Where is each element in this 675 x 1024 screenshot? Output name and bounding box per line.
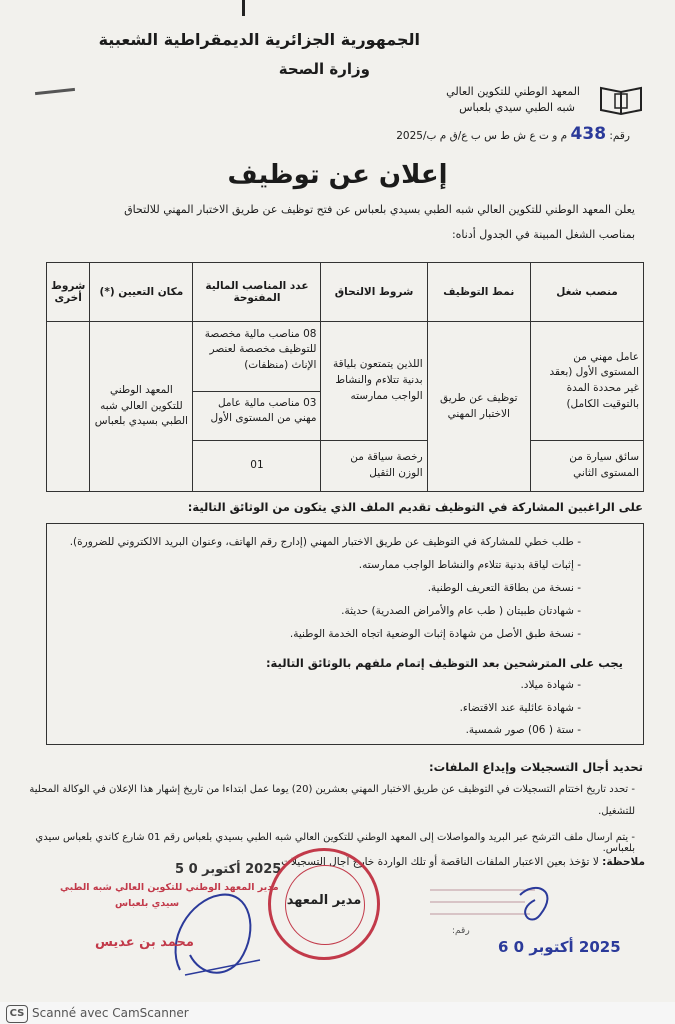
reference-number: 438 bbox=[570, 124, 607, 144]
reference-code: م و ت ع ش ط س ب ع/ق م ب/2025 bbox=[396, 130, 568, 142]
col-header-place: مكان التعيين (*) bbox=[90, 263, 193, 322]
reference-line bbox=[396, 124, 630, 144]
doc-item: - نسخة طبق الأصل من شهادة إثبات الوضعية اتجاه الخدمة الوطنية. bbox=[289, 628, 581, 640]
receipt-label: رقم: bbox=[452, 926, 470, 936]
cell-post-1: عامل مهني من المستوى الأول (بعقد غير محددة المدة بالتوقيت الكامل) bbox=[530, 322, 643, 441]
cell-positions-1 bbox=[193, 322, 321, 441]
col-header-positions: عدد المناصب المالية المفتوحة bbox=[193, 263, 321, 322]
col-header-conditions: شروط الالتحاق bbox=[321, 263, 427, 322]
docs-heading: على الراغبين المشاركة في التوظيف تقديم الملف الذي يتكون من الوثائق التالية: bbox=[187, 500, 643, 514]
ministry-header: وزارة الصحة bbox=[278, 60, 370, 78]
scanner-footer-text: Scanné avec CamScanner bbox=[32, 1006, 189, 1020]
note-text: لا تؤخذ بعين الاعتبار الملفات الناقصة أو تلك الواردة خارج آجال التسجيلات. bbox=[277, 856, 599, 868]
cell-post-2: سائق سيارة من المستوى الثاني bbox=[530, 441, 643, 492]
col-header-mode: نمط التوظيف bbox=[427, 263, 530, 322]
round-official-stamp bbox=[268, 848, 380, 960]
receipt-stamp-icon bbox=[425, 880, 575, 940]
documents-box bbox=[46, 523, 644, 745]
camscanner-logo-icon: CS bbox=[6, 1005, 28, 1023]
doc-item: - شهادة عائلية عند الاقتضاء. bbox=[459, 702, 581, 714]
cell-place: المعهد الوطني للتكوين العالي شبه الطبي بسيدي بلعباس bbox=[90, 322, 193, 492]
col-header-post: منصب شغل bbox=[530, 263, 643, 322]
director-stamp-line1: مدير المعهد الوطني للتكوين العالي شبه الطبي bbox=[60, 882, 279, 893]
pen-dash-mark bbox=[35, 88, 75, 95]
positions-a: 08 مناصب مالية مخصصة للتوظيف مخصصة لعنصر الإناث (منظفات) bbox=[193, 323, 320, 392]
director-circle-label: مدير المعهد bbox=[286, 893, 362, 908]
positions-table bbox=[46, 262, 644, 492]
announcement-title: إعلان عن توظيف bbox=[227, 160, 448, 190]
doc-item: - ستة ( 06) صور شمسية. bbox=[465, 724, 581, 736]
intro-line-2: بمناصب الشغل المبينة في الجدول أدناه: bbox=[451, 228, 635, 241]
top-scan-mark bbox=[242, 0, 245, 16]
doc-item: - إثبات لياقة بدنية تتلاءم والنشاط الواجب ممارسته. bbox=[358, 559, 581, 571]
positions-b: 03 مناصب مالية عامل مهني من المستوى الأول bbox=[210, 396, 317, 425]
deadline-line-2: للتشغيل. bbox=[598, 806, 635, 817]
signature-name: محمد بن عديس bbox=[95, 935, 194, 950]
docs-heading-2: يجب على المترشحين بعد التوظيف إتمام ملفهم بالوثائق التالية: bbox=[265, 656, 623, 670]
doc-item: - نسخة من بطاقة التعريف الوطنية. bbox=[427, 582, 581, 594]
table-row bbox=[47, 322, 644, 441]
reference-prefix: رقم: bbox=[609, 130, 630, 142]
doc-item: - شهادتان طبيتان ( طب عام والأمراض الصدرية) حديثة. bbox=[341, 605, 581, 617]
scanner-footer bbox=[0, 1002, 675, 1024]
col-header-other: شروط أخرى bbox=[47, 263, 90, 322]
doc-item: - طلب خطي للمشاركة في التوظيف عن طريق الاختبار المهني (إدارج رقم الهاتف، وعنوان البريد الالكتروني للضرورة). bbox=[69, 536, 581, 548]
director-stamp-line2: سيدي بلعباس bbox=[115, 898, 180, 909]
institute-name-line1: المعهد الوطني للتكوين العالي bbox=[446, 85, 580, 98]
cell-positions-2: 01 bbox=[193, 441, 321, 492]
book-logo-icon bbox=[597, 82, 645, 116]
deadlines-heading: تحديد أجال التسجيلات وإيداع الملفات: bbox=[429, 760, 643, 774]
doc-item: - شهادة ميلاد. bbox=[520, 679, 581, 691]
cell-mode: توظيف عن طريق الاختبار المهني bbox=[427, 322, 530, 492]
deadline-line-1: - تحدد تاريخ اختتام التسجيلات في التوظيف عن طريق الاختبار المهني بعشرين (20) يوما عمل ابتداءا من تاريخ إشهار هذا الإعلان في الوكالة المحلية bbox=[29, 784, 635, 795]
table-header-row bbox=[47, 263, 644, 322]
receipt-date: 2025 أكتوبر 0 6 bbox=[498, 938, 621, 956]
intro-line-1: يعلن المعهد الوطني للتكوين العالي شبه الطبي بسيدي بلعباس عن فتح توظيف عن طريق الاختبار المهني للالتحاق bbox=[124, 203, 635, 216]
note-label: ملاحظة: bbox=[602, 856, 645, 868]
cell-condition-2: رخصة سياقة من الوزن الثقيل bbox=[321, 441, 427, 492]
deadline-line-3: - يتم ارسال ملف الترشح عبر البريد والمواصلات إلى المعهد الوطني للتكوين العالي شبه الطبي بسيدي بلعباس رقم 01 شارع كاندي بلعباس سيدي بلعباس. bbox=[35, 832, 635, 854]
cell-condition-1: اللذين يتمتعون بلياقة بدنية تتلاءم والنشاط الواجب ممارسته bbox=[321, 322, 427, 441]
republic-header: الجمهورية الجزائرية الديمقراطية الشعبية bbox=[98, 30, 420, 49]
stamp-date-left: 2025 أكتوبر 0 5 bbox=[175, 862, 282, 877]
cell-other bbox=[47, 322, 90, 492]
institute-name-line2: شبه الطبي سيدي بلعباس bbox=[459, 101, 575, 114]
